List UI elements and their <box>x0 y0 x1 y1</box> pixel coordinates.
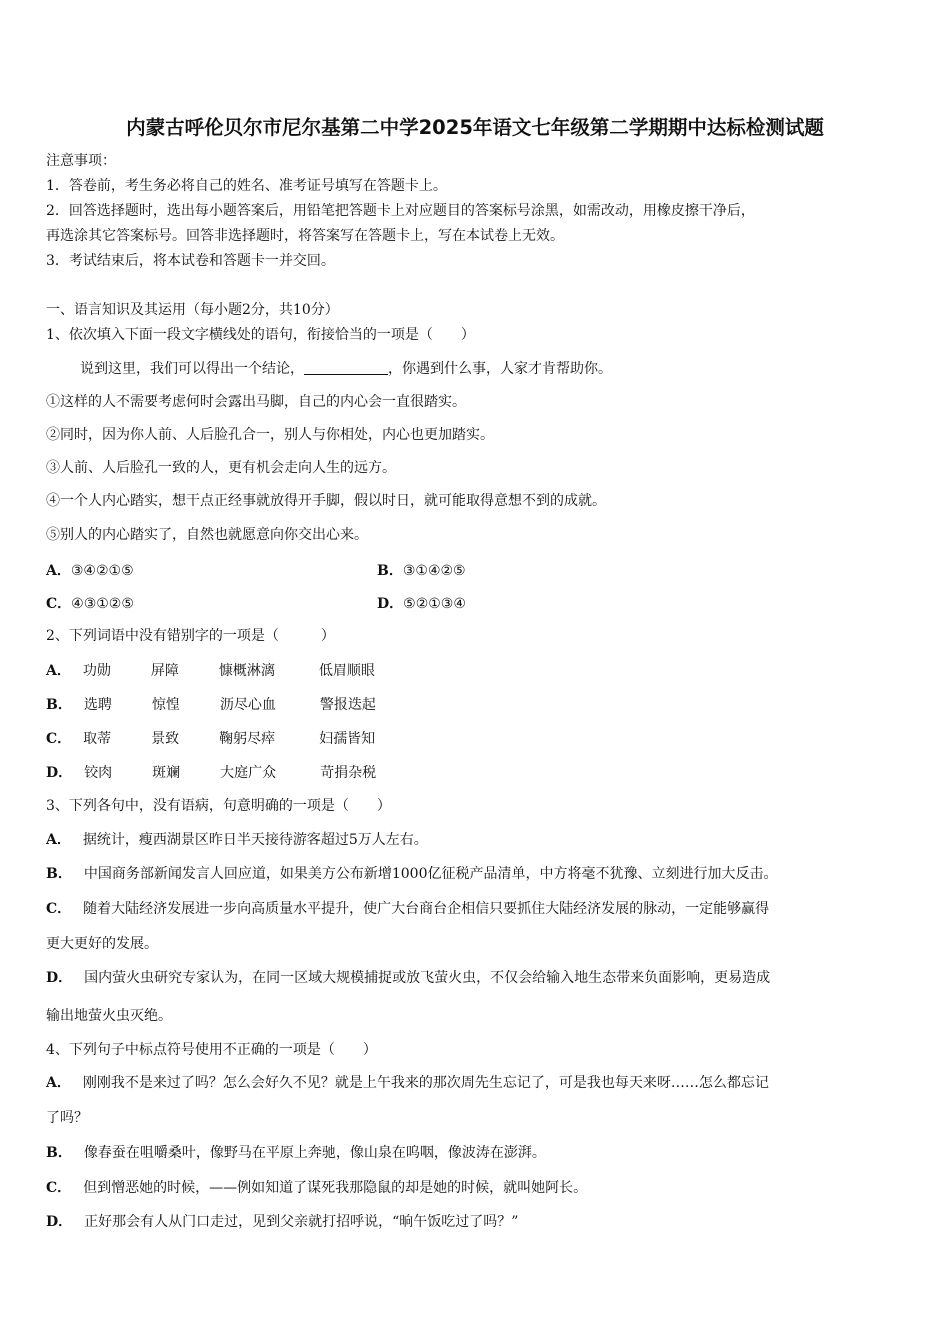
q1-blank <box>304 360 388 375</box>
q3-option-a-label: A． <box>46 832 71 848</box>
q3-option-b-label: B． <box>46 866 72 882</box>
q2-option-c-label: C． <box>46 731 72 747</box>
q3-option-c <box>46 899 769 919</box>
q3-stem: 3、下列各句中，没有语病，句意明确的一项是（ ） <box>46 798 391 814</box>
q2-option-d-label: D． <box>46 765 73 781</box>
q1-sentence-4: ④一个人内心踏实，想干点正经事就放得开手脚，假以时日，就可能取得意想不到的成就。 <box>46 493 606 509</box>
q4-option-a <box>46 1073 769 1093</box>
q4-option-a-text: 刚刚我不是来过了吗？怎么会好久不见？就是上午我来的那次周先生忘记了，可是我也每天来呀……怎么都忘记 <box>82 1075 769 1091</box>
q4-stem: 4、下列句子中标点符号使用不正确的一项是（ ） <box>46 1042 377 1058</box>
q3-option-b-text: 中国商务部新闻发言人回应道，如果美方公布新增1000亿征税产品清单，中方将毫不犹豫、立刻进行加大反击。 <box>83 866 778 882</box>
q3-option-d-cont: 输出地萤火虫灭绝。 <box>46 1008 172 1024</box>
q3-option-a-text: 据统计，瘦西湖景区昨日半天接待游客超过5万人左右。 <box>82 832 428 848</box>
q2-d-word-3: 大庭广众 <box>220 765 277 781</box>
q1-option-a <box>46 560 134 580</box>
notice-item-2-cont: 再选涂其它答案标号。回答非选择题时，将答案写在答题卡上，写在本试卷上无效。 <box>46 228 564 244</box>
q4-option-b-text: 像春蚕在咀嚼桑叶，像野马在平原上奔驰，像山泉在呜咽，像波涛在澎湃。 <box>83 1145 546 1161</box>
q2-b-word-4: 警报迭起 <box>319 697 376 713</box>
q1-option-a-text: ③④②①⑤ <box>70 563 134 579</box>
q3-option-c-text: 随着大陆经济发展进一步向高质量水平提升，使广大台商台企相信只要抓住大陆经济发展的脉动，一定能够赢得 <box>83 901 770 917</box>
q1-option-d-text: ⑤②①③④ <box>403 596 466 612</box>
q2-option-b-label: B． <box>46 697 72 713</box>
q4-option-d-label: D． <box>46 1214 73 1230</box>
page-title: 内蒙古呼伦贝尔市尼尔基第二中学2025年语文七年级第二学期期中达标检测试题 <box>126 116 824 139</box>
notice-heading: 注意事项： <box>46 153 116 169</box>
q2-option-d <box>46 762 376 782</box>
q1-option-d <box>377 593 466 613</box>
q1-option-b-label: B． <box>377 563 403 579</box>
q3-option-d-text: 国内萤火虫研究专家认为，在同一区域大规模捕捉或放飞萤火虫，不仅会给输入地生态带来负面影响，更易造成 <box>84 970 771 986</box>
q2-c-word-3: 鞠躬尽瘁 <box>219 731 276 747</box>
q2-b-word-2: 惊惶 <box>151 697 180 713</box>
q1-passage <box>80 359 612 379</box>
q2-a-word-2: 屏障 <box>150 663 179 679</box>
q2-option-a-label: A． <box>46 663 71 679</box>
q4-option-c-label: C． <box>46 1180 72 1196</box>
q1-sentence-5: ⑤别人的内心踏实了，自然也就愿意向你交出心来。 <box>46 527 368 543</box>
notice-item-2: 2．回答选择题时，选出每小题答案后，用铅笔把答题卡上对应题目的答案标号涂黑，如需改动，用橡皮擦干净后， <box>46 203 755 219</box>
q1-option-b <box>377 560 466 580</box>
q2-d-word-2: 斑斓 <box>152 765 181 781</box>
q4-option-b <box>46 1143 546 1163</box>
q4-option-a-cont: 了吗？ <box>46 1110 88 1126</box>
q2-stem: 2、下列词语中没有错别字的一项是（ ） <box>46 628 335 644</box>
q4-option-c-text: 但到憎恶她的时候，——例如知道了谋死我那隐鼠的却是她的时候，就叫她阿长。 <box>83 1180 588 1196</box>
q2-a-word-1: 功勋 <box>82 663 111 679</box>
q1-option-c <box>46 593 134 613</box>
q2-a-word-3: 慷概淋漓 <box>218 663 275 679</box>
q4-option-b-label: B． <box>46 1145 72 1161</box>
q1-passage-before: 说到这里，我们可以得出一个结论， <box>80 361 304 377</box>
q4-option-c <box>46 1178 587 1198</box>
q4-option-d <box>46 1212 518 1232</box>
q1-option-d-label: D． <box>377 596 404 612</box>
q2-b-word-1: 选聘 <box>83 697 112 713</box>
notice-item-3: 3．考试结束后，将本试卷和答题卡一并交回。 <box>46 253 335 269</box>
q3-option-c-label: C． <box>46 901 72 917</box>
q2-d-word-4: 苛捐杂税 <box>320 765 377 781</box>
q1-sentence-1: ①这样的人不需要考虑何时会露出马脚，自己的内心会一直很踏实。 <box>46 394 466 410</box>
q1-option-c-text: ④③①②⑤ <box>71 596 134 612</box>
q2-option-b <box>46 694 376 714</box>
q1-option-a-label: A． <box>46 563 71 579</box>
q3-option-c-cont: 更大更好的发展。 <box>46 936 158 952</box>
q3-option-a <box>46 830 428 850</box>
q1-sentence-2: ②同时，因为你人前、人后脸孔合一，别人与你相处，内心也更加踏实。 <box>46 427 494 443</box>
section-heading: 一、语言知识及其运用（每小题2分，共10分） <box>46 302 339 318</box>
q3-option-d-label: D． <box>46 970 73 986</box>
q4-option-a-label: A． <box>46 1075 71 1091</box>
q2-b-word-3: 沥尽心血 <box>219 697 276 713</box>
q2-option-c <box>46 728 375 748</box>
q3-option-b <box>46 864 777 884</box>
q2-c-word-2: 景致 <box>151 731 180 747</box>
notice-item-1: 1．答卷前，考生务必将自己的姓名、准考证号填写在答题卡上。 <box>46 178 447 194</box>
q1-option-b-text: ③①④②⑤ <box>402 563 466 579</box>
q1-stem: 1、依次填入下面一段文字横线处的语句，衔接恰当的一项是（ ） <box>46 327 475 343</box>
q4-option-d-text: 正好那会有人从门口走过，见到父亲就打招呼说，“晌午饭吃过了吗？” <box>84 1214 519 1230</box>
q1-passage-after: ，你遇到什么事，人家才肯帮助你。 <box>388 361 612 377</box>
q2-d-word-1: 铰肉 <box>84 765 113 781</box>
q1-sentence-3: ③人前、人后脸孔一致的人，更有机会走向人生的远方。 <box>46 460 396 476</box>
q2-option-a <box>46 660 375 680</box>
q3-option-d <box>46 968 770 988</box>
q1-option-c-label: C． <box>46 596 72 612</box>
q2-a-word-4: 低眉顺眼 <box>318 663 375 679</box>
q2-c-word-4: 妇孺皆知 <box>319 731 376 747</box>
q2-c-word-1: 取蒂 <box>83 731 112 747</box>
